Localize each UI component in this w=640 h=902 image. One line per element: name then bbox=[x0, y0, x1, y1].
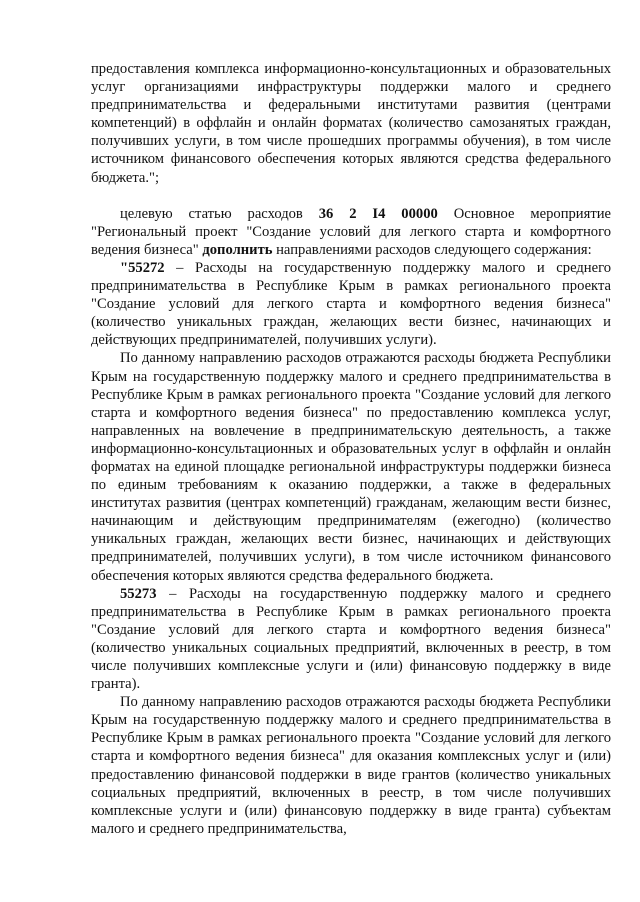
document-page bbox=[91, 60, 611, 838]
action-word: дополнить bbox=[202, 241, 273, 258]
text-lead: целевую статью расходов bbox=[120, 205, 319, 222]
text-mid: Основное мероприятие "Региональный проект "Создание условий для легкого старта и комфортного ведения бизнеса" bbox=[91, 205, 611, 258]
paragraph-55273 bbox=[91, 585, 611, 694]
expense-text: – Расходы на государственную поддержку малого и среднего предпринимательства в Республике Крым в рамках регионального проекта "Создание условий для легкого старта и комфортного ведения бизнеса" (количество уникальных граждан, желающих вести бизнес, начинающих и действующих предпринимателей, получивших услуги). bbox=[91, 259, 611, 349]
paragraph-55272 bbox=[91, 259, 611, 349]
expense-code: "55272 bbox=[120, 259, 165, 276]
paragraph-target-article bbox=[91, 205, 611, 259]
paragraph-55272-description: По данному направлению расходов отражаются расходы бюджета Республики Крым на государственную поддержку малого и среднего предпринимательства в Республике Крым в рамках регионального проекта "Создание условий для легкого старта и комфортного ведения бизнеса" по предоставлению комплекса услуг, направленных на вовлечение в предпринимательскую деятельность, а также информационно-консультационных и образовательных услуг в оффлайн и онлайн форматах на единой площадке региональной инфраструктуры поддержки бизнеса по единым требованиям к оказанию поддержки, а также в федеральных институтах развития (центрах компетенций) гражданам, желающим вести бизнес, начинающим и действующим предпринимателям (ежегодно) (количество уникальных граждан, желающих вести бизнес, начинающих и действующих предпринимателей, получивших услуги), в том числе источником финансового обеспечения которых являются средства федерального бюджета. bbox=[91, 350, 611, 584]
expense-text: – Расходы на государственную поддержку малого и среднего предпринимательства в Республике Крым в рамках регионального проекта "Создание условий для легкого старта и комфортного ведения бизнеса" (количество уникальных социальных предприятий, включенных в реестр, в том числе получивших комплексные услуги и (или) финансовую поддержку в виде гранта). bbox=[91, 585, 611, 693]
paragraph-55273-description: По данному направлению расходов отражаются расходы бюджета Республики Крым на государственную поддержку малого и среднего предпринимательства в Республике Крым в рамках регионального проекта "Создание условий для легкого старта и комфортного ведения бизнеса" для оказания комплексных услуг и (или) предоставлению финансовой поддержки в виде грантов (количество уникальных социальных предприятий, включенных в реестр, в том числе получивших комплексные услуги и (или) финансовую поддержку в виде гранта) субъектам малого и среднего предпринимательства, bbox=[91, 694, 611, 837]
article-code: 36 2 I4 00000 bbox=[318, 205, 438, 222]
paragraph-continuation: предоставления комплекса информационно-консультационных и образовательных услуг организациями инфраструктуры поддержки малого и среднего предпринимательства и федеральными институтами развития (центрами компетенций) в оффлайн и онлайн форматах (количество самозанятых граждан, получивших услуги, в том числе прошедших программы обучения), в том числе источником финансового обеспечения которых являются средства федерального бюджета."; bbox=[91, 61, 611, 186]
text-tail: направлениями расходов следующего содержания: bbox=[272, 241, 592, 258]
paragraph-gap bbox=[91, 187, 611, 205]
expense-code: 55273 bbox=[120, 585, 157, 602]
